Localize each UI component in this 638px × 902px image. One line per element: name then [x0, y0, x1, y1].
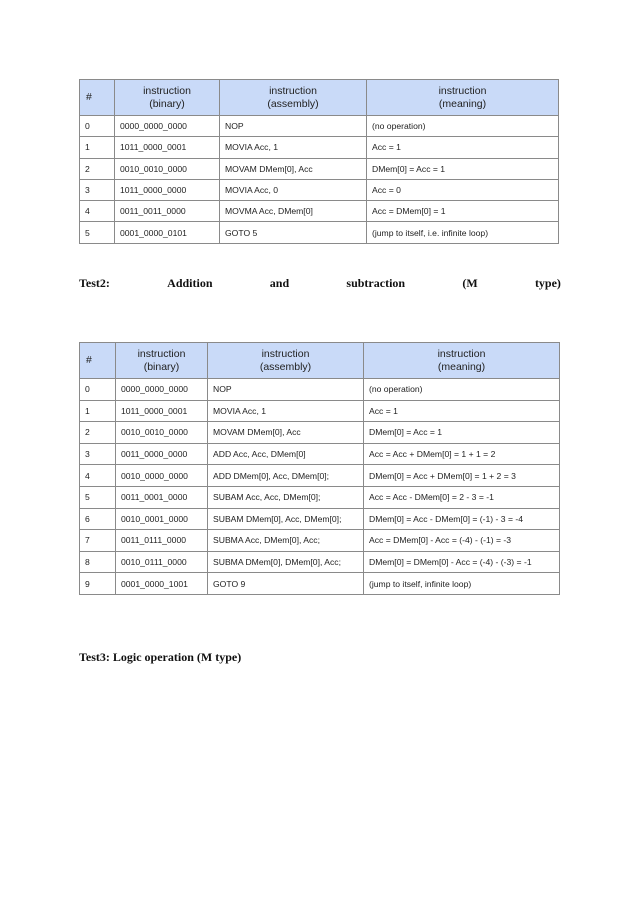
table-row — [80, 508, 560, 530]
cell-assembly: NOP — [208, 379, 364, 401]
cell-meaning: (jump to itself, infinite loop) — [364, 573, 560, 595]
heading-word: subtraction — [346, 276, 406, 290]
cell-assembly: MOVIA Acc, 0 — [220, 179, 367, 200]
table-row — [80, 116, 559, 137]
header-meaning: instruction (meaning) — [367, 80, 559, 116]
cell-binary: 0010_0001_0000 — [116, 508, 208, 530]
cell-number: 5 — [80, 222, 115, 243]
cell-binary: 0011_0000_0000 — [116, 443, 208, 465]
cell-assembly: MOVAM DMem[0], Acc — [220, 158, 367, 179]
cell-assembly: MOVAM DMem[0], Acc — [208, 422, 364, 444]
cell-meaning: DMem[0] = DMem[0] - Acc = (-4) - (-3) = -1 — [364, 551, 560, 573]
cell-assembly: MOVMA Acc, DMem[0] — [220, 201, 367, 222]
cell-number: 2 — [80, 422, 116, 444]
table-header-row — [80, 80, 559, 116]
table-header-row — [80, 343, 560, 379]
table-row — [80, 465, 560, 487]
cell-meaning: (no operation) — [364, 379, 560, 401]
cell-meaning: DMem[0] = Acc + DMem[0] = 1 + 2 = 3 — [364, 465, 560, 487]
cell-binary: 1011_0000_0001 — [116, 400, 208, 422]
table-row — [80, 179, 559, 200]
header-assembly: instruction (assembly) — [220, 80, 367, 116]
instruction-table-test2 — [79, 342, 560, 595]
table-row — [80, 222, 559, 243]
cell-number: 4 — [80, 465, 116, 487]
table-row — [80, 551, 560, 573]
cell-binary: 0000_0000_0000 — [115, 116, 220, 137]
cell-meaning: Acc = DMem[0] - Acc = (-4) - (-1) = -3 — [364, 530, 560, 552]
cell-assembly: ADD Acc, Acc, DMem[0] — [208, 443, 364, 465]
cell-number: 0 — [80, 379, 116, 401]
table-row — [80, 443, 560, 465]
cell-binary: 0000_0000_0000 — [116, 379, 208, 401]
cell-assembly: SUBAM DMem[0], Acc, DMem[0]; — [208, 508, 364, 530]
cell-number: 1 — [80, 400, 116, 422]
cell-assembly: MOVIA Acc, 1 — [220, 137, 367, 158]
cell-binary: 0001_0000_1001 — [116, 573, 208, 595]
heading-word: and — [269, 276, 290, 290]
heading-word: Addition — [167, 276, 213, 290]
heading-word: (M — [462, 276, 478, 290]
cell-number: 6 — [80, 508, 116, 530]
heading-word: type) — [534, 276, 561, 290]
table-row — [80, 137, 559, 158]
cell-binary: 0011_0011_0000 — [115, 201, 220, 222]
instruction-table-test1 — [79, 79, 559, 244]
cell-meaning: Acc = 0 — [367, 179, 559, 200]
cell-number: 9 — [80, 573, 116, 595]
table-row — [80, 530, 560, 552]
table-row — [80, 158, 559, 179]
table-row — [80, 379, 560, 401]
header-number: # — [80, 80, 115, 116]
cell-meaning: Acc = DMem[0] = 1 — [367, 201, 559, 222]
header-assembly: instruction (assembly) — [208, 343, 364, 379]
cell-meaning: DMem[0] = Acc - DMem[0] = (-1) - 3 = -4 — [364, 508, 560, 530]
table-row — [80, 201, 559, 222]
cell-meaning: DMem[0] = Acc = 1 — [364, 422, 560, 444]
cell-assembly: NOP — [220, 116, 367, 137]
cell-binary: 0010_0000_0000 — [116, 465, 208, 487]
cell-binary: 0010_0010_0000 — [115, 158, 220, 179]
cell-number: 2 — [80, 158, 115, 179]
cell-meaning: Acc = 1 — [367, 137, 559, 158]
cell-meaning: Acc = Acc - DMem[0] = 2 - 3 = -1 — [364, 486, 560, 508]
cell-assembly: SUBMA Acc, DMem[0], Acc; — [208, 530, 364, 552]
cell-binary: 0010_0111_0000 — [116, 551, 208, 573]
cell-binary: 0011_0001_0000 — [116, 486, 208, 508]
header-number: # — [80, 343, 116, 379]
table-row — [80, 486, 560, 508]
cell-meaning: Acc = Acc + DMem[0] = 1 + 1 = 2 — [364, 443, 560, 465]
cell-number: 5 — [80, 486, 116, 508]
header-binary: instruction (binary) — [115, 80, 220, 116]
section-heading-test3: Test3: Logic operation (M type) — [79, 650, 242, 664]
cell-meaning: DMem[0] = Acc = 1 — [367, 158, 559, 179]
heading-word: Test2: — [79, 276, 110, 290]
cell-assembly: ADD DMem[0], Acc, DMem[0]; — [208, 465, 364, 487]
cell-number: 3 — [80, 443, 116, 465]
cell-number: 0 — [80, 116, 115, 137]
cell-number: 3 — [80, 179, 115, 200]
cell-meaning: (no operation) — [367, 116, 559, 137]
cell-meaning: (jump to itself, i.e. infinite loop) — [367, 222, 559, 243]
table-row — [80, 573, 560, 595]
table-row — [80, 422, 560, 444]
cell-assembly: MOVIA Acc, 1 — [208, 400, 364, 422]
cell-assembly: SUBMA DMem[0], DMem[0], Acc; — [208, 551, 364, 573]
cell-binary: 0011_0111_0000 — [116, 530, 208, 552]
cell-binary: 0010_0010_0000 — [116, 422, 208, 444]
cell-assembly: GOTO 9 — [208, 573, 364, 595]
cell-binary: 0001_0000_0101 — [115, 222, 220, 243]
cell-binary: 1011_0000_0001 — [115, 137, 220, 158]
header-meaning: instruction (meaning) — [364, 343, 560, 379]
cell-binary: 1011_0000_0000 — [115, 179, 220, 200]
table-row — [80, 400, 560, 422]
header-binary: instruction (binary) — [116, 343, 208, 379]
cell-number: 4 — [80, 201, 115, 222]
cell-assembly: GOTO 5 — [220, 222, 367, 243]
cell-number: 8 — [80, 551, 116, 573]
cell-number: 7 — [80, 530, 116, 552]
cell-assembly: SUBAM Acc, Acc, DMem[0]; — [208, 486, 364, 508]
section-heading-test2 — [79, 276, 561, 291]
cell-meaning: Acc = 1 — [364, 400, 560, 422]
cell-number: 1 — [80, 137, 115, 158]
